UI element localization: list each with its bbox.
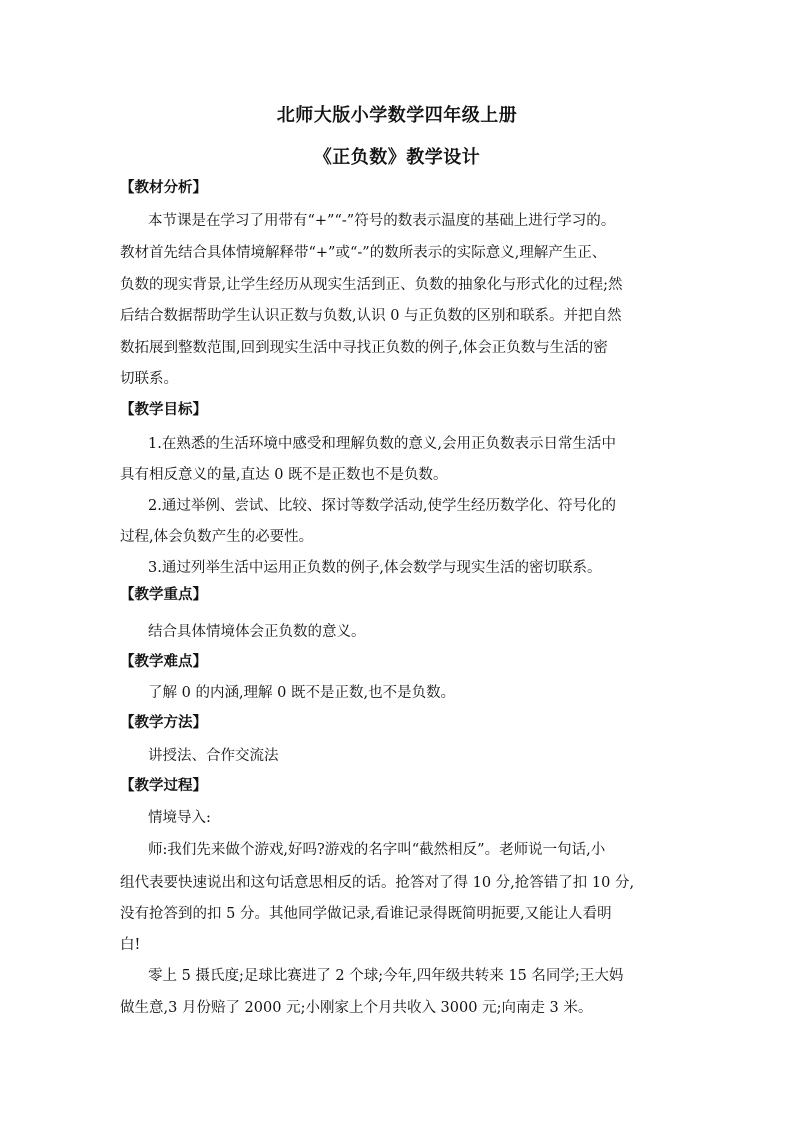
section-heading-process: 【教学过程】 xyxy=(120,777,207,794)
section-heading-method: 【教学方法】 xyxy=(120,714,207,731)
paragraph-line: 1.在熟悉的生活环境中感受和理解负数的意义,会用正负数表示日常生活中 xyxy=(148,436,616,452)
paragraph-line: 具有相反意义的量,直达 0 既不是正数也不是负数。 xyxy=(120,467,448,483)
paragraph-line: 结合具体情境体会正负数的意义。 xyxy=(148,624,366,640)
paragraph-line: 负数的现实背景,让学生经历从现实生活到正、负数的抽象化与形式化的过程;然 xyxy=(120,277,623,293)
section-heading-keypoint: 【教学重点】 xyxy=(120,586,207,603)
paragraph-line: 2.通过举例、尝试、比较、探讨等数学活动,使学生经历数学化、符号化的 xyxy=(148,498,616,514)
paragraph-line: 3.通过列举生活中运用正负数的例子,体会数学与现实生活的密切联系。 xyxy=(148,560,602,576)
paragraph-line: 后结合数据帮助学生认识正数与负数,认识 0 与正负数的区别和联系。并把自然 xyxy=(120,308,622,324)
paragraph-line: 本节课是在学习了用带有“+”“-”符号的数表示温度的基础上进行学习的。 xyxy=(148,213,616,229)
paragraph-line: 切联系。 xyxy=(120,371,178,387)
paragraph-line: 数拓展到整数范围,回到现实生活中寻找正负数的例子,体会正负数与生活的密 xyxy=(120,340,608,356)
document-title: 北师大版小学数学四年级上册 xyxy=(276,105,518,126)
paragraph-line: 过程,体会负数产生的必要性。 xyxy=(120,529,314,545)
paragraph-line: 白! xyxy=(120,937,141,953)
section-heading-difficulty: 【教学难点】 xyxy=(120,653,207,670)
document-subtitle: 《正负数》教学设计 xyxy=(313,147,481,168)
paragraph-line: 了解 0 的内涵,理解 0 既不是正数,也不是负数。 xyxy=(148,685,456,701)
section-heading-goals: 【教学目标】 xyxy=(120,401,207,418)
paragraph-line: 讲授法、合作交流法 xyxy=(148,748,279,764)
paragraph-line: 做生意,3 月份赔了 2000 元;小刚家上个月共收入 3000 元;向南走 3 米。 xyxy=(120,1000,593,1016)
paragraph-line: 没有抢答到的扣 5 分。其他同学做记录,看谁记录得既简明扼要,又能让人看明 xyxy=(120,906,612,922)
section-heading-analysis: 【教材分析】 xyxy=(120,179,207,196)
paragraph-line: 师:我们先来做个游戏,好吗?游戏的名字叫“截然相反”。老师说一句话,小 xyxy=(148,842,606,858)
paragraph-line: 组代表要快速说出和这句话意思相反的话。抢答对了得 10 分,抢答错了扣 10 分, xyxy=(120,875,635,891)
paragraph-line: 教材首先结合具体情境解释带“+”或“-”的数所表示的实际意义,理解产生正、 xyxy=(120,245,607,261)
paragraph-line: 情境导入: xyxy=(148,810,211,826)
paragraph-line: 零上 5 摄氏度;足球比赛进了 2 个球;今年,四年级共转来 15 名同学;王大妈 xyxy=(148,968,624,984)
